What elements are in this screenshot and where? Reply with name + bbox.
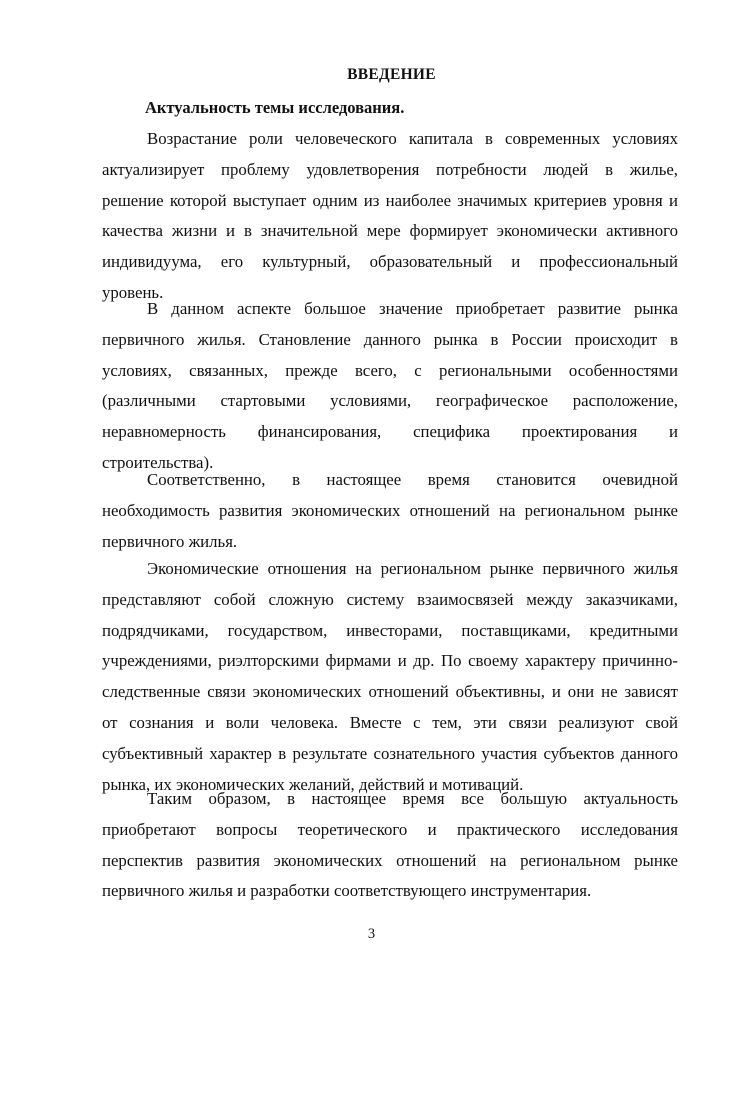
section-subheading: Актуальность темы исследования. [145, 98, 405, 117]
paragraph-line: субъективный характер в результате сознательного участия субъектов данного [102, 743, 678, 763]
paragraph-line: решение которой выступает одним из наиболее значимых критериев уровня и [102, 190, 678, 210]
paragraph-line: первичного жилья. Становление данного рынка в России происходит в [102, 329, 678, 349]
paragraph-line: рынка, их экономических желаний, действий и мотиваций. [102, 774, 524, 794]
paragraph-3 [102, 465, 678, 557]
paragraph-line: качества жизни и в значительной мере формирует экономически активного [102, 221, 678, 241]
paragraph-4 [102, 554, 678, 800]
paragraph-line: перспектив развития экономических отношений на региональном рынке [102, 850, 678, 870]
page-number: 3 [367, 926, 376, 942]
page-title: ВВЕДЕНИЕ [347, 66, 436, 83]
paragraph-line: необходимость развития экономических отношений на региональном рынке [102, 500, 678, 520]
paragraph-line: первичного жилья. [102, 531, 238, 551]
paragraph-line: В данном аспекте большое значение приобретает развитие рынка [147, 299, 678, 318]
paragraph-line: следственные связи экономических отношений объективны, и они не зависят [102, 682, 678, 702]
paragraph-1 [102, 124, 678, 309]
paragraph-line: уровень. [102, 282, 164, 302]
paragraph-line: Экономические отношения на региональном рынке первичного жилья [147, 559, 678, 578]
paragraph-line: подрядчиками, государством, инвесторами, поставщиками, кредитными [102, 620, 678, 640]
paragraph-line: Соответственно, в настоящее время становится очевидной [147, 470, 678, 489]
paragraph-line: индивидуума, его культурный, образовательный и профессиональный [102, 252, 678, 272]
paragraph-line: (различными стартовыми условиями, географическое расположение, [102, 391, 678, 411]
paragraph-2 [102, 294, 678, 479]
paragraph-line: учреждениями, риэлторскими фирмами и др. По своему характеру причинно- [102, 651, 678, 671]
paragraph-line: строительства). [102, 452, 214, 472]
paragraph-line: актуализирует проблему удовлетворения потребности людей в жилье, [102, 159, 678, 179]
paragraph-line: первичного жилья и разработки соответствующего инструментария. [102, 881, 592, 901]
paragraph-line: неравномерность финансирования, специфика проектирования и [102, 422, 678, 442]
paragraph-line: условиях, связанных, прежде всего, с региональными особенностями [102, 360, 678, 380]
paragraph-line: Возрастание роли человеческого капитала в современных условиях [147, 129, 678, 148]
paragraph-line: приобретают вопросы теоретического и практического исследования [102, 819, 678, 839]
paragraph-line: представляют собой сложную систему взаимосвязей между заказчиками, [102, 589, 678, 609]
paragraph-line: от сознания и воли человека. Вместе с тем, эти связи реализуют свой [102, 712, 678, 732]
paragraph-5 [102, 784, 678, 907]
paragraph-line: Таким образом, в настоящее время все большую актуальность [147, 789, 678, 808]
